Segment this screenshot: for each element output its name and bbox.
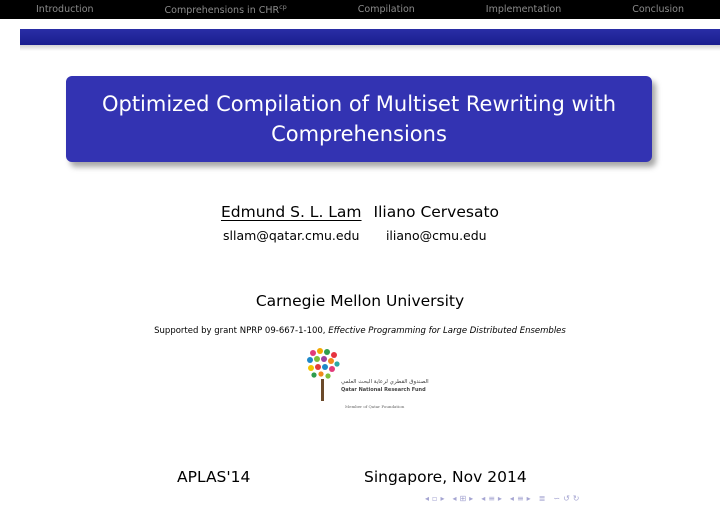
nav-frame-next-icon[interactable]: ▸ xyxy=(440,493,445,503)
nav-comprehensions-sup: cp xyxy=(279,2,287,11)
nav-align-icon[interactable]: ≣ xyxy=(538,493,546,503)
nav-frame-prev-icon[interactable]: ◂ xyxy=(425,493,430,503)
section-navbar xyxy=(0,0,720,19)
nav-comprehensions-label: Comprehensions in CHR xyxy=(164,5,280,17)
logo-name: Qatar National Research Fund xyxy=(341,387,426,393)
title-line-1: Optimized Compilation of Multiset Rewriting with xyxy=(101,92,617,116)
logo-arabic-text: الصندوق القطري لرعاية البحث العلمي xyxy=(341,379,429,385)
author-lam xyxy=(221,202,362,245)
grant-prefix: Supported by grant NPRP 09-667-1-100, xyxy=(154,326,329,336)
beamer-navigation xyxy=(425,492,582,504)
nav-comprehensions[interactable] xyxy=(165,3,287,16)
logo-member: Member of Qatar Foundation xyxy=(345,404,405,409)
nav-implementation[interactable]: Implementation xyxy=(485,4,562,15)
author-name-cervesato: Iliano Cervesato xyxy=(373,203,500,221)
author-cervesato xyxy=(374,202,500,245)
nav-section-icon[interactable]: ≡ xyxy=(488,493,495,503)
footer-event: APLAS'14 xyxy=(177,468,251,486)
nav-back-icon[interactable]: ↺ xyxy=(563,493,570,503)
footer-location: Singapore, Nov 2014 xyxy=(364,468,527,486)
nav-part-icon[interactable]: ≡ xyxy=(516,493,524,503)
author-email-lam: sllam@qatar.cmu.edu xyxy=(223,228,360,243)
nav-compilation[interactable]: Compilation xyxy=(357,4,415,15)
nav-subsection-prev-icon[interactable]: ◂ xyxy=(452,493,457,503)
nav-subsection-next-icon[interactable]: ▸ xyxy=(469,493,474,503)
nav-forward-icon[interactable]: ↻ xyxy=(572,493,580,503)
grant-project: Effective Programming for Large Distributed Ensembles xyxy=(328,326,566,336)
header-band xyxy=(20,29,720,45)
qnrf-logo xyxy=(305,347,429,415)
nav-part-prev-icon[interactable]: ◂ xyxy=(509,493,514,503)
author-email-cervesato: iliano@cmu.edu xyxy=(385,228,487,243)
nav-subsection-icon[interactable]: ⊞ xyxy=(459,493,467,503)
qnrf-tree-icon xyxy=(305,347,341,402)
grant-note xyxy=(0,326,720,336)
nav-search-icon[interactable]: ∽ xyxy=(553,493,561,503)
institution: Carnegie Mellon University xyxy=(255,292,465,310)
title-box xyxy=(66,76,652,162)
nav-part-next-icon[interactable]: ▸ xyxy=(526,493,531,503)
footer xyxy=(0,468,720,490)
nav-introduction[interactable]: Introduction xyxy=(36,4,94,15)
title-line-2: Comprehensions xyxy=(271,122,447,146)
nav-conclusion[interactable]: Conclusion xyxy=(632,4,684,15)
nav-section-next-icon[interactable]: ▸ xyxy=(497,493,502,503)
author-name-lam: Edmund S. L. Lam xyxy=(220,203,362,221)
nav-section-prev-icon[interactable]: ◂ xyxy=(481,493,486,503)
authors xyxy=(0,202,720,245)
nav-frame-icon[interactable]: ▫ xyxy=(432,493,438,503)
header-band-shadow xyxy=(20,45,720,51)
